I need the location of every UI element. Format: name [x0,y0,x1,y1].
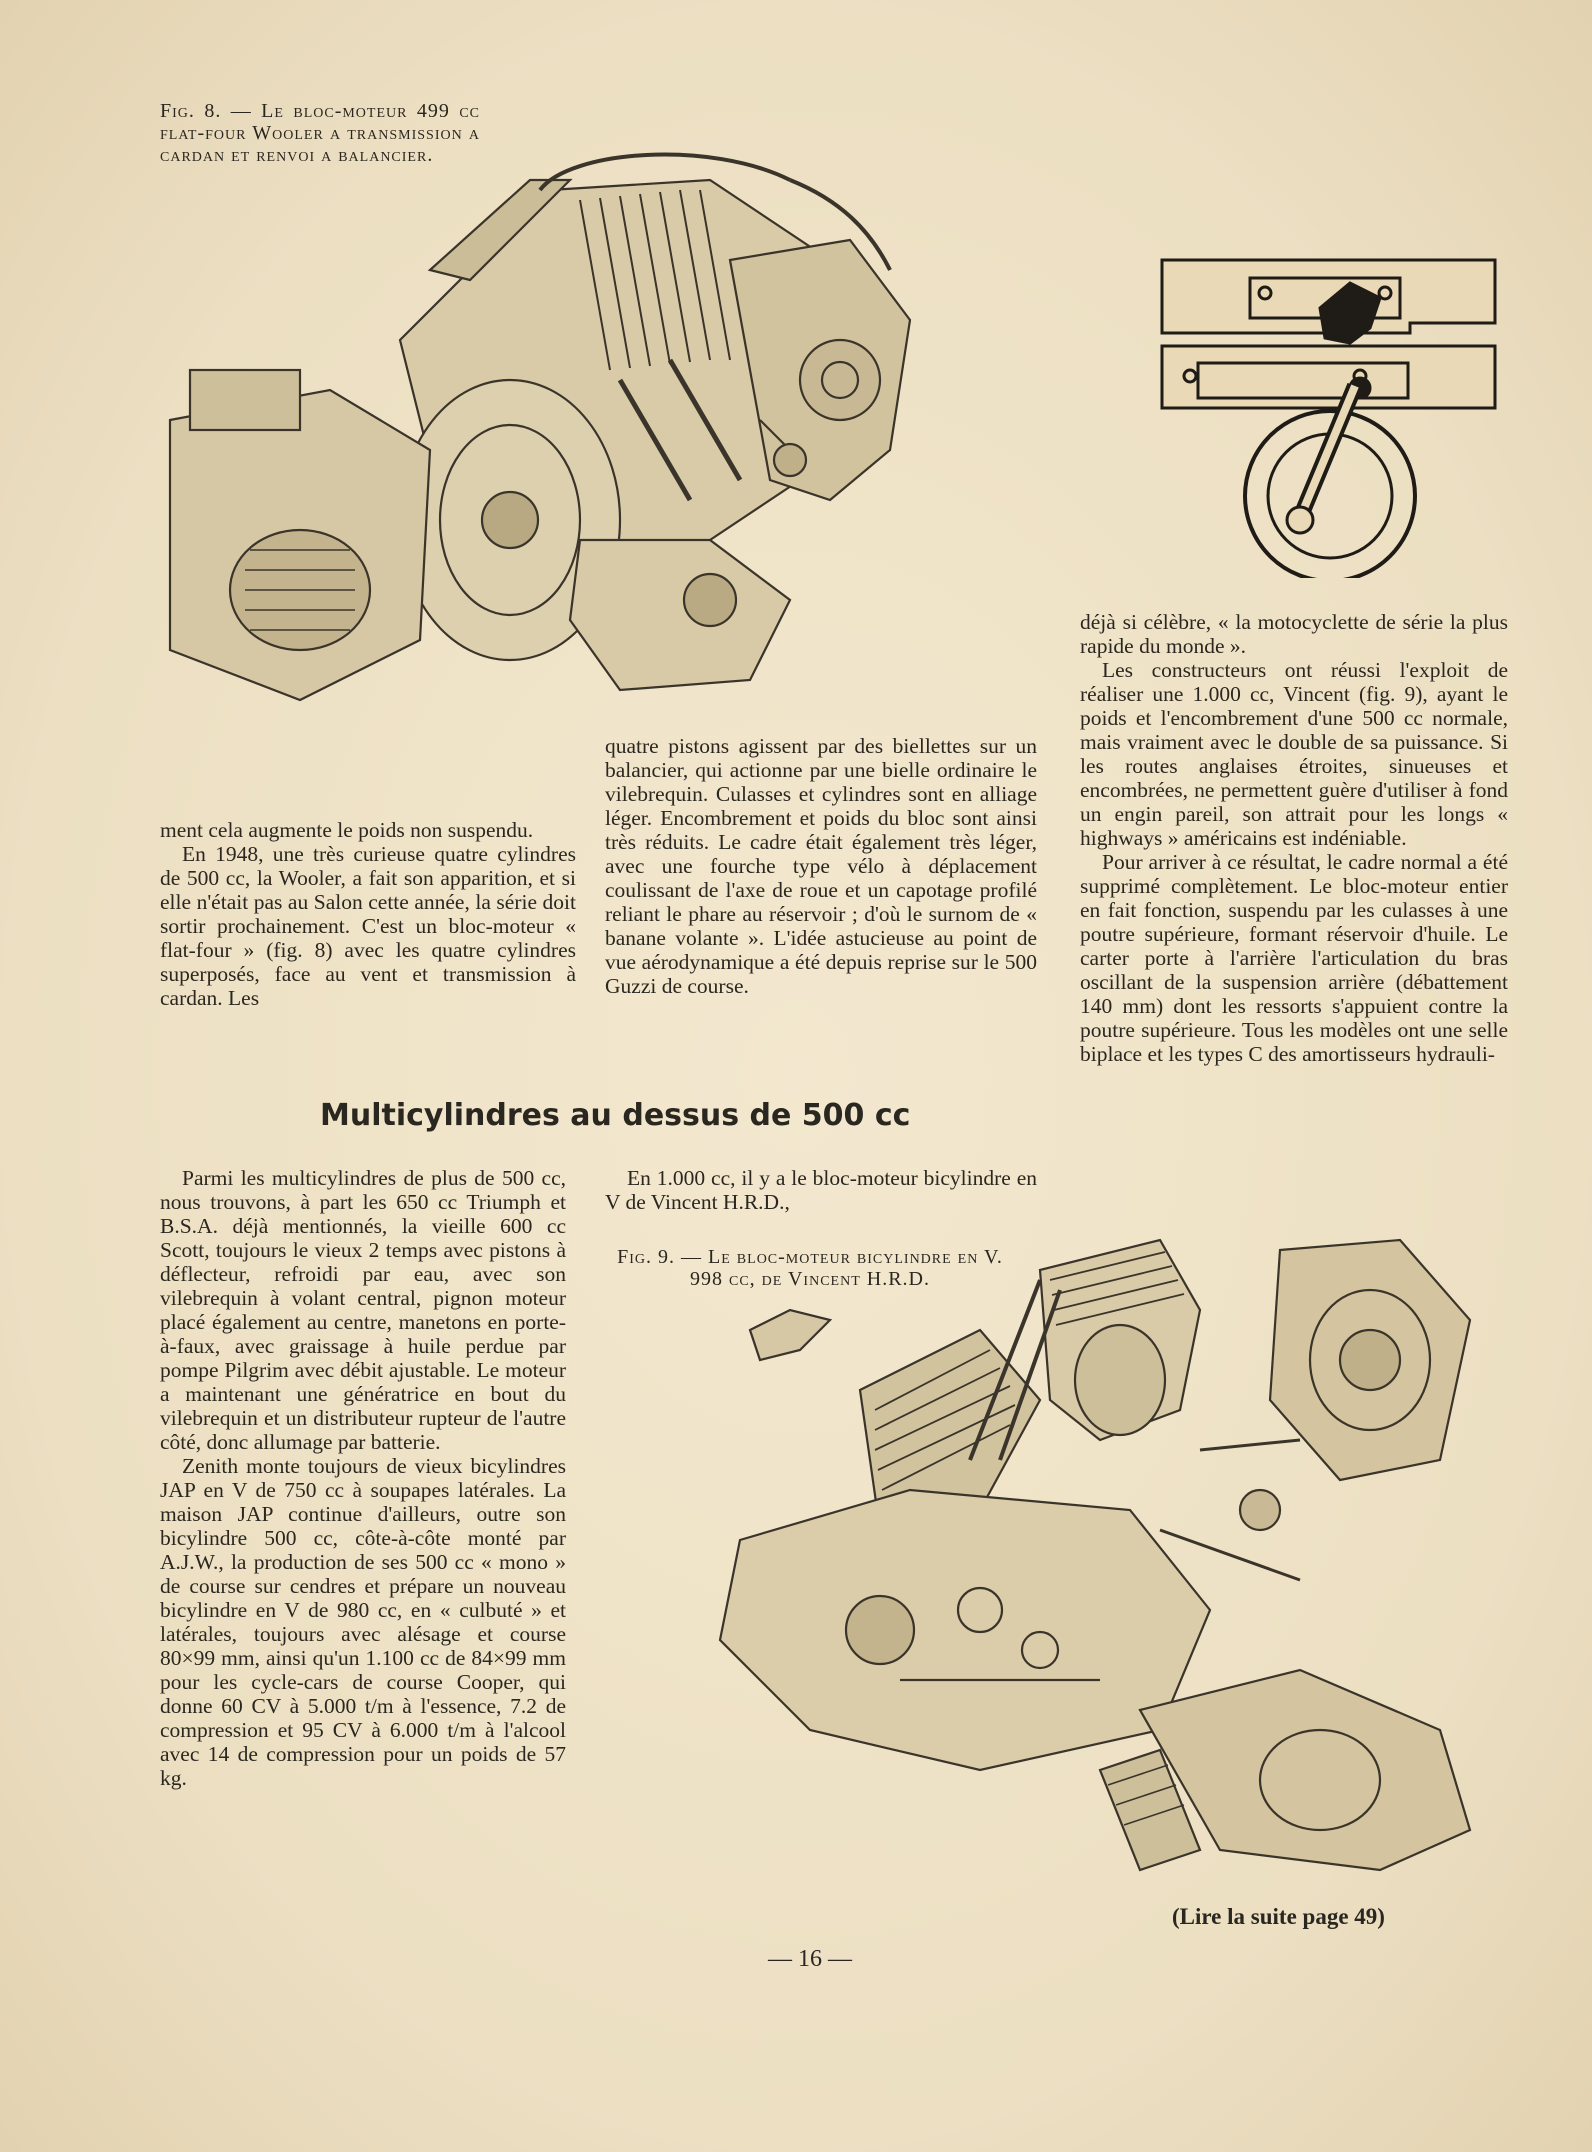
suspension-diagram-illustration [1150,248,1510,578]
paragraph: quatre pistons agissent par des biellettes sur un balancier, qui actionne par une bielle ordinaire le vilebrequin. Culasses et cylindres sont en alliage léger. Encombrement et poids du bloc sont ainsi très réduits. Le cadre était également très léger, avec une fourche type vélo à déplacement coulissant de l'axe de roue et un capotage profilé reliant le phare au réservoir ; d'où le surnom de « banane volante ». L'idée astucieuse au point de vue aérodynamique a été depuis reprise sur le 500 Guzzi de course. [605,734,1037,998]
paragraph: Pour arriver à ce résultat, le cadre normal a été supprimé complètement. Le bloc-moteur entier en fait fonction, suspendu par les culasses à une poutre supérieure, formant réservoir d'huile. Le carter porte à l'arrière l'articulation du bras oscillant de la suspension arrière (débattement 140 mm) dont les ressorts s'appuient contre la poutre supérieure. Tous les modèles ont une selle biplace et les types C des amortisseurs hydrauli- [1080,850,1508,1066]
column-1-top [160,818,576,1010]
column-1-bottom [160,1166,566,1790]
continue-note: (Lire la suite page 49) [1172,1904,1385,1929]
column-2-bottom [605,1166,1037,1214]
paragraph: Les constructeurs ont réussi l'exploit de réaliser une 1.000 cc, Vincent (fig. 9), ayant le poids et l'encombrement d'une 500 cc normale, mais vraiment avec le double de sa puissance. Si les routes anglaises étroites, sinueuses et encombrées, ne permettent guère d'utiliser à fond un engin pareil, son attrait pour les longs « highways » américains est indéniable. [1080,658,1508,850]
fig9-caption: Fig. 9. — Le bloc-moteur bicylindre en V. 998 cc, de Vincent H.R.D. [617,1246,1003,1290]
paragraph: Zenith monte toujours de vieux bicylindres JAP en V de 750 cc à soupapes latérales. La maison JAP continue d'ailleurs, outre son bicylindre 500 cc, côte-à-côte monté par A.J.W., la production de ses 500 cc « mono » de course sur cendres et prépare un nouveau bicylindre en V de 980 cc, en « culbuté » et latérales, toujours avec alésage et course 80×99 mm, ainsi qu'un 1.100 cc de 84×99 mm pour les cycle-cars de course Cooper, qui donne 60 CV à 5.000 t/m à l'essence, 7.2 de compression et 95 CV à 6.000 t/m à l'alcool avec 14 de compression pour un poids de 57 kg. [160,1454,566,1790]
column-3 [1080,610,1508,1066]
paragraph: déjà si célèbre, « la motocyclette de série la plus rapide du monde ». [1080,610,1508,658]
engine-fig8-illustration [150,120,1140,740]
engine-fig9-illustration [680,1210,1510,1890]
fig8-caption: Fig. 8. — Le bloc-moteur 499 cc flat-four Wooler a transmission a cardan et renvoi a balancier. [160,100,480,166]
column-2-top [605,734,1037,998]
paragraph: En 1948, une très curieuse quatre cylindres de 500 cc, la Wooler, a fait son apparition, et si elle n'était pas au Salon cette année, la série doit sortir prochainement. C'est un bloc-moteur « flat-four » (fig. 8) avec les quatre cylindres superposés, face au vent et transmission à cardan. Les [160,842,576,1010]
section-heading: Multicylindres au dessus de 500 cc [320,1098,911,1133]
paragraph: ment cela augmente le poids non suspendu. [160,818,534,842]
paragraph: En 1.000 cc, il y a le bloc-moteur bicylindre en V de Vincent H.R.D., [605,1166,1037,1214]
page-number: — 16 — [768,1946,852,1972]
paragraph: Parmi les multicylindres de plus de 500 cc, nous trouvons, à part les 650 cc Triumph et B.S.A. déjà mentionnés, la vieille 600 cc Scott, toujours le vieux 2 temps avec pistons à déflecteur, refroidi par eau, avec son vilebrequin à volant central, pignon moteur placé également au centre, manetons en porte-à-faux, avec graissage à huile perdue par pompe Pilgrim avec débit ajustable. Le moteur a maintenant une génératrice en bout du vilebrequin et un distributeur rupteur de l'autre côté, donc allumage par batterie. [160,1166,566,1454]
